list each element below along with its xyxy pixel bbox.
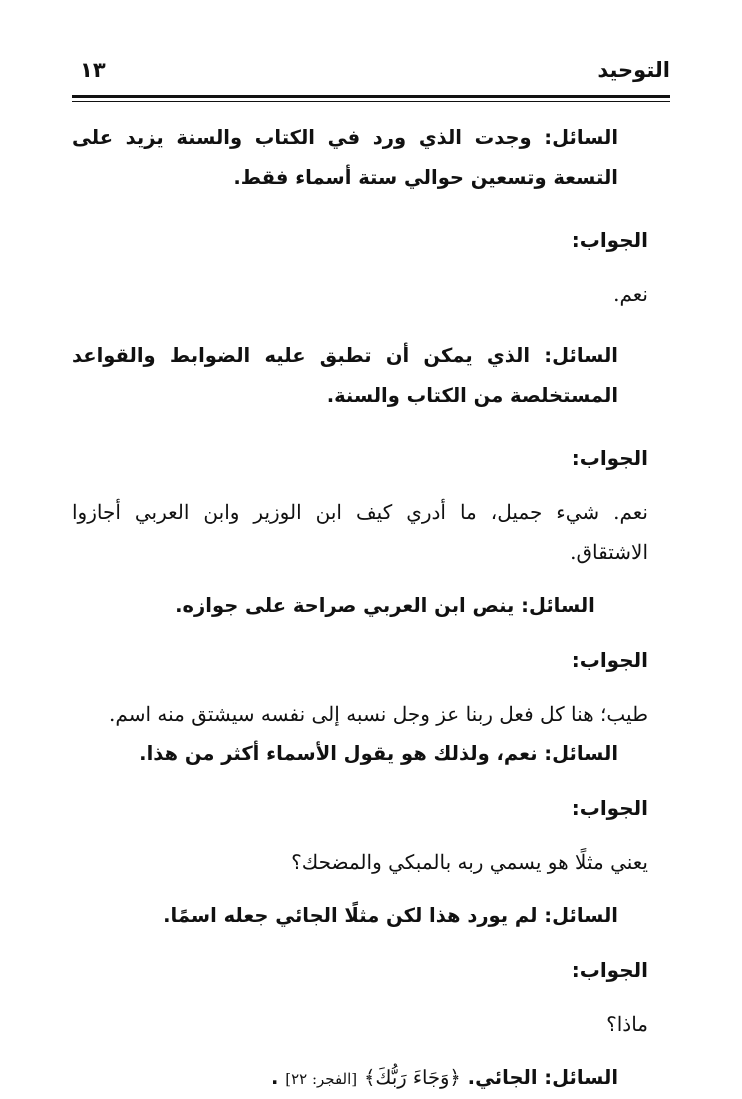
running-header (72, 52, 670, 96)
questioner-line: السائل: لم يورد هذا لكن مثلًا الجائي جعله اسمًا. (163, 904, 618, 927)
questioner-line: السائل: ينص ابن العربي صراحة على جوازه. (175, 594, 595, 617)
answer-text: طيب؛ هنا كل فعل ربنا عز وجل نسبه إلى نفسه سيشتق منه اسم. (109, 702, 648, 726)
questioner-line: السائل: وجدت الذي ورد في الكتاب والسنة يزيد على التسعة وتسعين حوالي ستة أسماء فقط. (72, 126, 618, 189)
questioner-prefix: السائل: الجائي. (467, 1066, 618, 1089)
running-title: التوحيد (597, 58, 670, 82)
answer-label: الجواب: (571, 446, 648, 470)
header-rule-thick (72, 95, 670, 98)
answer-text: نعم. (613, 282, 648, 306)
dialogue-content (72, 118, 648, 1099)
answer-label: الجواب: (571, 228, 648, 252)
answer-text: ماذا؟ (606, 1012, 648, 1036)
line-end-period: . (270, 1066, 279, 1089)
answer-label: الجواب: (571, 958, 648, 982)
questioner-line: السائل: الذي يمكن أن تطبق عليه الضوابط والقواعد المستخلصة من الكتاب والسنة. (72, 344, 618, 407)
answer-text: يعني مثلًا هو يسمي ربه بالمبكي والمضحك؟ (291, 850, 648, 874)
answer-label: الجواب: (571, 648, 648, 672)
answer-text: نعم. شيء جميل، ما أدري كيف ابن الوزير وابن العربي أجازوا الاشتقاق. (72, 500, 648, 564)
header-rule-thin (72, 101, 670, 102)
questioner-line-verse (72, 1058, 648, 1099)
answer-label: الجواب: (571, 796, 648, 820)
questioner-line: السائل: نعم، ولذلك هو يقول الأسماء أكثر من هذا. (139, 742, 618, 765)
verse-reference: [الفجر: ٢٢] (285, 1070, 358, 1088)
quran-verse: ﴿وَجَاءَ رَبُّكَ﴾ (363, 1066, 461, 1089)
page-number: ١٣ (80, 58, 106, 82)
